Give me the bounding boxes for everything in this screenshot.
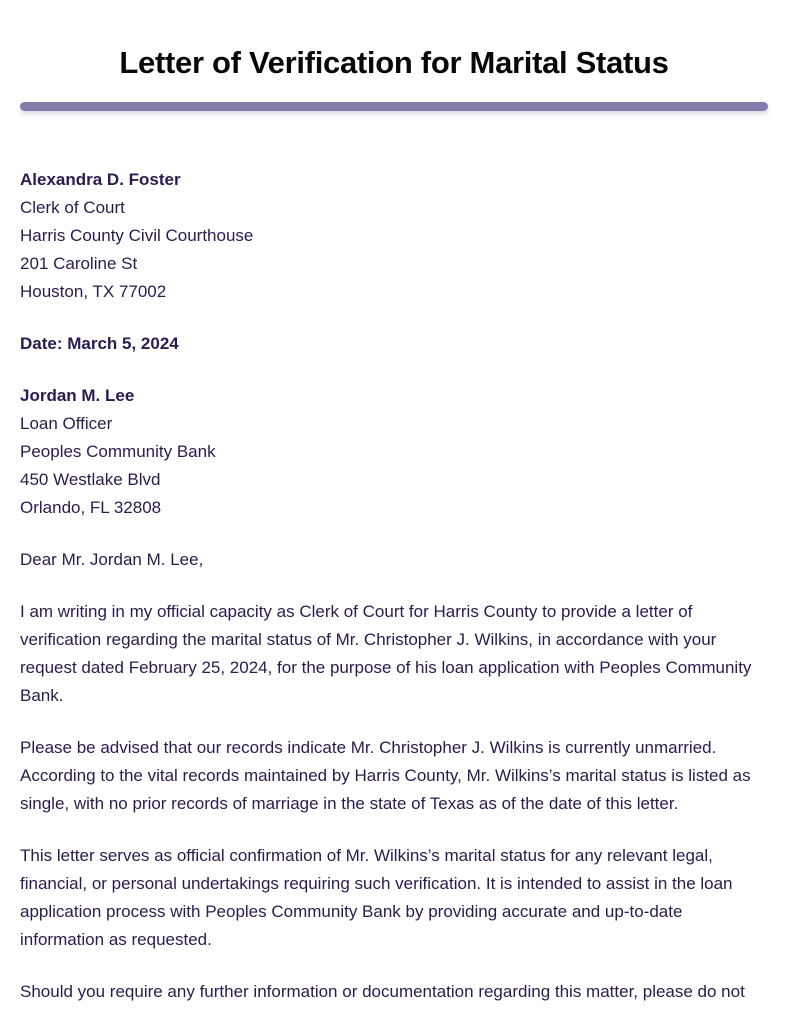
- recipient-organization: Peoples Community Bank: [20, 441, 216, 461]
- body-paragraph-2: Please be advised that our records indicate Mr. Christopher J. Wilkins is currently unmarried. According to the vital records maintained by Harris County, Mr. Wilkins’s marital status is listed as single, with no prior records of marriage in the state of Texas as of the date of this letter.: [20, 737, 751, 813]
- body-paragraph-3: This letter serves as official confirmation of Mr. Wilkins’s marital status for any relevant legal, financial, or personal undertakings requiring such verification. It is intended to assist in the loan application process with Peoples Community Bank by providing accurate and up-to-date information as requested.: [20, 845, 733, 949]
- sender-organization: Harris County Civil Courthouse: [20, 225, 254, 245]
- date-block: [20, 330, 768, 358]
- recipient-address-block: [20, 382, 768, 522]
- sender-name: Alexandra D. Foster: [20, 169, 181, 189]
- body-paragraph-4: Should you require any further information or documentation regarding this matter, please do not: [20, 981, 745, 1001]
- date-line: Date: March 5, 2024: [20, 333, 179, 353]
- salutation: Dear Mr. Jordan M. Lee,: [20, 549, 204, 569]
- recipient-role: Loan Officer: [20, 413, 113, 433]
- sender-role: Clerk of Court: [20, 197, 125, 217]
- accent-divider: [20, 102, 768, 111]
- title-divider-wrapper: [20, 102, 768, 112]
- body-paragraph-1: I am writing in my official capacity as Clerk of Court for Harris County to provide a letter of verification regarding the marital status of Mr. Christopher J. Wilkins, in accordance with your request dated February 25, 2024, for the purpose of his loan application with Peoples Community Bank.: [20, 601, 752, 705]
- recipient-city-state-zip: Orlando, FL 32808: [20, 497, 162, 517]
- letter-body: [20, 166, 768, 1006]
- sender-address-block: [20, 166, 768, 306]
- recipient-street: 450 Westlake Blvd: [20, 469, 161, 489]
- sender-city-state-zip: Houston, TX 77002: [20, 281, 167, 301]
- sender-street: 201 Caroline St: [20, 253, 138, 273]
- page-title: Letter of Verification for Marital Status: [119, 45, 669, 80]
- recipient-name: Jordan M. Lee: [20, 385, 135, 405]
